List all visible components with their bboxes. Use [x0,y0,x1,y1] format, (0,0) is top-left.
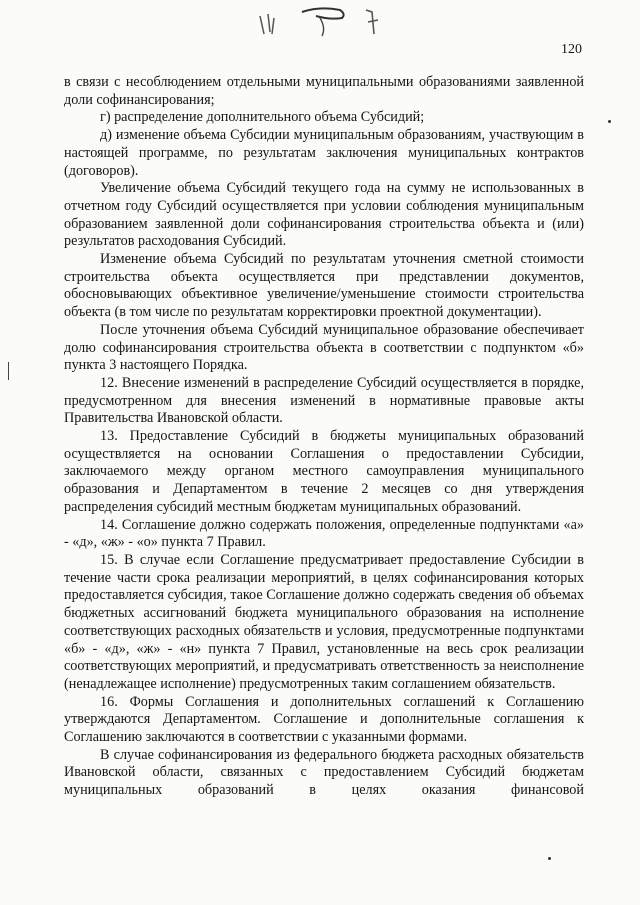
paragraph: 16. Формы Соглашения и дополнительных соглашений к Соглашению утверждаются Департаментом. Соглашение и дополнительные соглашения к Соглашению заключаются в соответствии с указанными формами. [64,693,584,746]
paragraph: 14. Соглашение должно содержать положения, определенные подпунктами «а» - «д», «ж» - «о» пункта 7 Правил. [64,516,584,551]
document-body [64,74,584,800]
stamp-mark [250,4,400,40]
paragraph: 12. Внесение изменений в распределение Субсидий осуществляется в порядке, предусмотренном для внесения изменений в нормативные правовые акты Правительства Ивановской области. [64,374,584,427]
scan-dot [608,120,611,123]
paragraph: Увеличение объема Субсидий текущего года на сумму не использованных в отчетном году Субсидий осуществляется при условии соблюдения муниципальным образованием заявленной доли софинансирования строительства объекта и (или) результатов расходования Субсидий. [64,180,584,250]
paragraph: г) распределение дополнительного объема Субсидий; [100,109,425,126]
scan-dot [548,857,551,860]
paragraph: 13. Предоставление Субсидий в бюджеты муниципальных образований осуществляется на основании Соглашения о предоставлении Субсидии, заключаемого между органом местного самоуправления муниципального образования и Департаментом в течение 2 месяцев со дня утверждения распределения субсидий местным бюджетам муниципальных образований. [64,428,584,515]
paragraph: д) изменение объема Субсидии муниципальным образованиям, участвующим в настоящей программе, по результатам заключения муниципальных контрактов (договоров). [64,127,584,179]
paragraph: Изменение объема Субсидий по результатам уточнения сметной стоимости строительства объекта осуществляется при представлении документов, обосновывающих объективное увеличение/уменьшение стоимости строительства объекта (в том числе по результатам корректировки проектной документации). [64,251,584,321]
paragraph: в связи с несоблюдением отдельными муниципальными образованиями заявленной доли софинансирования; [64,74,584,108]
paragraph: После уточнения объема Субсидий муниципальное образование обеспечивает долю софинансирования строительства объекта в соответствии с подпунктом «б» пункта 3 настоящего Порядка. [64,321,584,374]
paragraph: 15. В случае если Соглашение предусматривает предоставление Субсидии в течение части срока реализации мероприятий, в целях софинансирования которых предоставляется субсидия, такое Соглашение должно содержать сведения об объемах бюджетных ассигнований бюджета муниципального образования на исполнение соответствующих расходных обязательств и условия, предусмотренные подпунктами «б» - «д», «ж» - «н» пункта 7 Правил, установленные на весь срок реализации соответствующих мероприятий, и предусматривать ответственность за неисполнение (ненадлежащее исполнение) предусмотренных таким соглашением обязательств. [64,551,584,692]
page-number: 120 [561,42,582,57]
paragraph: В случае софинансирования из федерального бюджета расходных обязательств Ивановской области, связанных с предоставлением Субсидий бюджетам муниципальных образований в целях оказания финансовой [64,746,584,799]
scan-mark [8,362,9,380]
